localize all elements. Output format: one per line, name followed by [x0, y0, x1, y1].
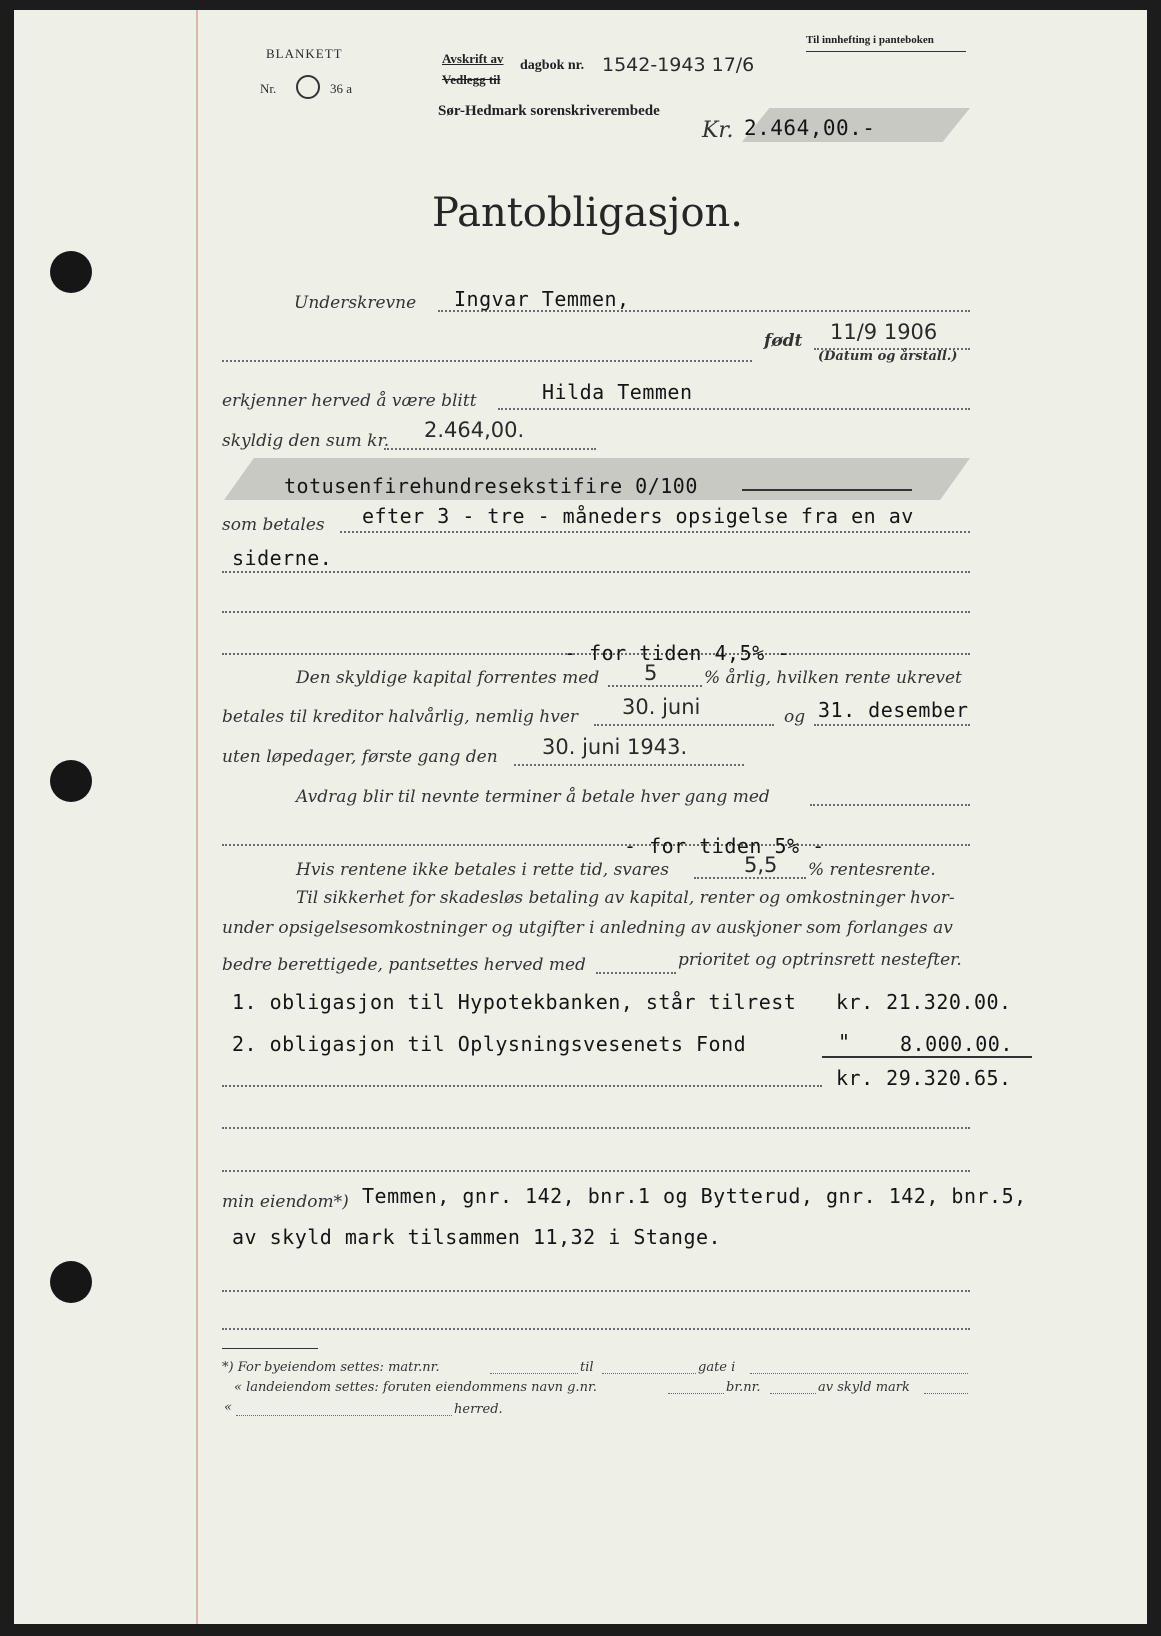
first-payment-date: 30. juni 1943.: [542, 735, 688, 759]
payable-label: som betales: [222, 515, 325, 535]
amount-value: 2.464,00.-: [744, 116, 876, 140]
interest-rate: 5: [644, 661, 658, 685]
acknowledge-label: erkjenner herved å være blitt: [222, 391, 477, 411]
amount-label: Kr.: [702, 118, 734, 143]
born-note: (Datum og årstall.): [818, 349, 958, 364]
property-label: min eiendom*): [222, 1192, 349, 1212]
and-label: og: [784, 707, 806, 727]
form-number: 36 a: [330, 81, 353, 96]
rate-note-1: - for tiden 4,5% -: [564, 641, 790, 665]
security-line-2: under opsigelsesomkostninger og utgifter i anledning av auskjoner som forlanges av: [222, 918, 953, 938]
stamp-dagbok: dagbok nr.: [520, 58, 585, 73]
late-interest-rate: 5,5: [744, 853, 778, 877]
property-text-1: Temmen, gnr. 142, bnr.1 og Bytterud, gnr. 142, bnr.5,: [362, 1184, 1027, 1208]
page-title: Pantobligasjon.: [432, 190, 744, 236]
sum-label: skyldig den sum kr.: [222, 431, 390, 451]
footnote-2c: av skyld mark: [818, 1380, 910, 1395]
footnote-1c: gate i: [698, 1360, 736, 1375]
prior-obligation-2-amount: 8.000.00.: [900, 1032, 1013, 1056]
sum-value: 2.464,00.: [424, 418, 525, 442]
footnote-3: herred.: [454, 1402, 503, 1417]
payable-text-2: siderne.: [232, 546, 333, 570]
crown-emblem-icon: [296, 75, 320, 99]
security-line-1: Til sikkerhet for skadesløs betaling av kapital, renter og omkostninger hvor-: [296, 888, 955, 908]
document-page: BLANKETT Nr. 36 a Avskrift av dagbok nr. Vedlegg til Sør-Hedmark sorenskriverembede 1542-1943 17/6 Til innhefting i panteboken Kr. 2.464,00.- Pantobligasjon. Underskrevne Ingvar Temmen, født 11/9 1906 (Datum og årstall.) erkjenner herved å være blitt Hilda Temmen skyldig den sum kr. 2.464,00. totusenfirehundresekstifire 0/100 som betales efter 3 - tre - måneders opsigelse fra en av siderne. - for tiden 4,5% - Den skyldige kapital forrentes med 5 % årlig, hvilken rente ukrevet betales til kreditor halvårlig, nemlig hver 30. juni og 31. desember uten løpedager, første gang den 30. juni 1943. Avdrag blir til nevnte terminer å betale hver gang med - for tiden 5% - Hvis rentene ikke betales i rette tid, svares 5,5 % rentesrente. Til sikkerhet for skadesløs betaling av kapital, renter og omkostninger hvor- under opsigelsesomkostninger og utgifter i anledning av auskjoner som forlanges av bedre berettigede, pantsettes herved med prioritet og optrinsrett nestefter. 1. obligasjon til Hypotekbanken, står tilrest kr. 21.320.00. 2. obligasjon til Oplysningsvesenets Fond " 8.000.00. kr. 29.320.65. min eiendom*) Temmen, gnr. 142, bnr.1 og Bytterud, gnr. 142, bnr.5, av skyld mark tilsammen 11,32 i Stange. *) For byeiendom settes: matr.nr. til gate i « landeiendom settes: foruten eiendommens navn g.nr. br.nr. av skyld mark « herred.: [14, 10, 1147, 1624]
security-line-3a: bedre berettigede, pantsettes herved med: [222, 955, 586, 975]
interest-label-b: % årlig, hvilken rente ukrevet: [704, 668, 962, 688]
late-interest-label-b: % rentesrente.: [808, 860, 936, 880]
prior-obligation-2-ditto: ": [838, 1030, 851, 1054]
interest-label-a: Den skyldige kapital forrentes med: [296, 668, 600, 688]
stamp-vedlegg: Vedlegg til: [442, 72, 501, 87]
dagbok-entry: 1542-1943 17/6: [602, 54, 755, 76]
property-text-2: av skyld mark tilsammen 11,32 i Stange.: [232, 1225, 722, 1249]
footnote-2a: « landeiendom settes: foruten eiendommens navn g.nr.: [234, 1380, 597, 1395]
top-right-note: Til innhefting i panteboken: [806, 34, 934, 46]
form-nr-label: Nr.: [260, 81, 277, 96]
footnote-1b: til: [580, 1360, 594, 1375]
stamp-office: Sør-Hedmark sorenskriverembede: [438, 103, 660, 119]
creditor-name: Hilda Temmen: [542, 380, 693, 404]
undersigned-label: Underskrevne: [294, 293, 417, 313]
payable-text-1: efter 3 - tre - måneders opsigelse fra en av: [362, 504, 914, 528]
punch-hole: [50, 1261, 92, 1303]
prior-obligation-1: 1. obligasjon til Hypotekbanken, står tilrest: [232, 990, 797, 1014]
blankett-label: BLANKETT: [266, 46, 343, 61]
sum-rule: [822, 1056, 1032, 1058]
term-2: 31. desember: [818, 698, 969, 722]
paid-label: betales til kreditor halvårlig, nemlig hver: [222, 707, 579, 727]
first-payment-label: uten løpedager, første gang den: [222, 747, 498, 767]
security-line-3b: prioritet og optrinsrett nestefter.: [678, 950, 962, 970]
rate-note-2: - for tiden 5% -: [624, 834, 825, 858]
sum-in-words: totusenfirehundresekstifire 0/100: [284, 474, 698, 498]
installment-label: Avdrag blir til nevnte terminer å betale hver gang med: [296, 787, 770, 807]
undersigned-name: Ingvar Temmen,: [454, 287, 630, 311]
term-1: 30. juni: [622, 695, 701, 719]
footnote-1a: *) For byeiendom settes: matr.nr.: [222, 1360, 440, 1375]
born-label: født: [764, 331, 803, 351]
prior-obligation-1-amount: kr. 21.320.00.: [836, 990, 1012, 1014]
punch-hole: [50, 251, 92, 293]
footnote-2b: br.nr.: [726, 1380, 761, 1395]
late-interest-label-a: Hvis rentene ikke betales i rette tid, svares: [296, 860, 669, 880]
prior-obligation-2: 2. obligasjon til Oplysningsvesenets Fond: [232, 1032, 747, 1056]
stamp-avskrift: Avskrift av: [442, 51, 504, 66]
margin-line: [196, 10, 198, 1624]
punch-hole: [50, 760, 92, 802]
born-date: 11/9 1906: [830, 320, 938, 344]
prior-total: kr. 29.320.65.: [836, 1066, 1012, 1090]
